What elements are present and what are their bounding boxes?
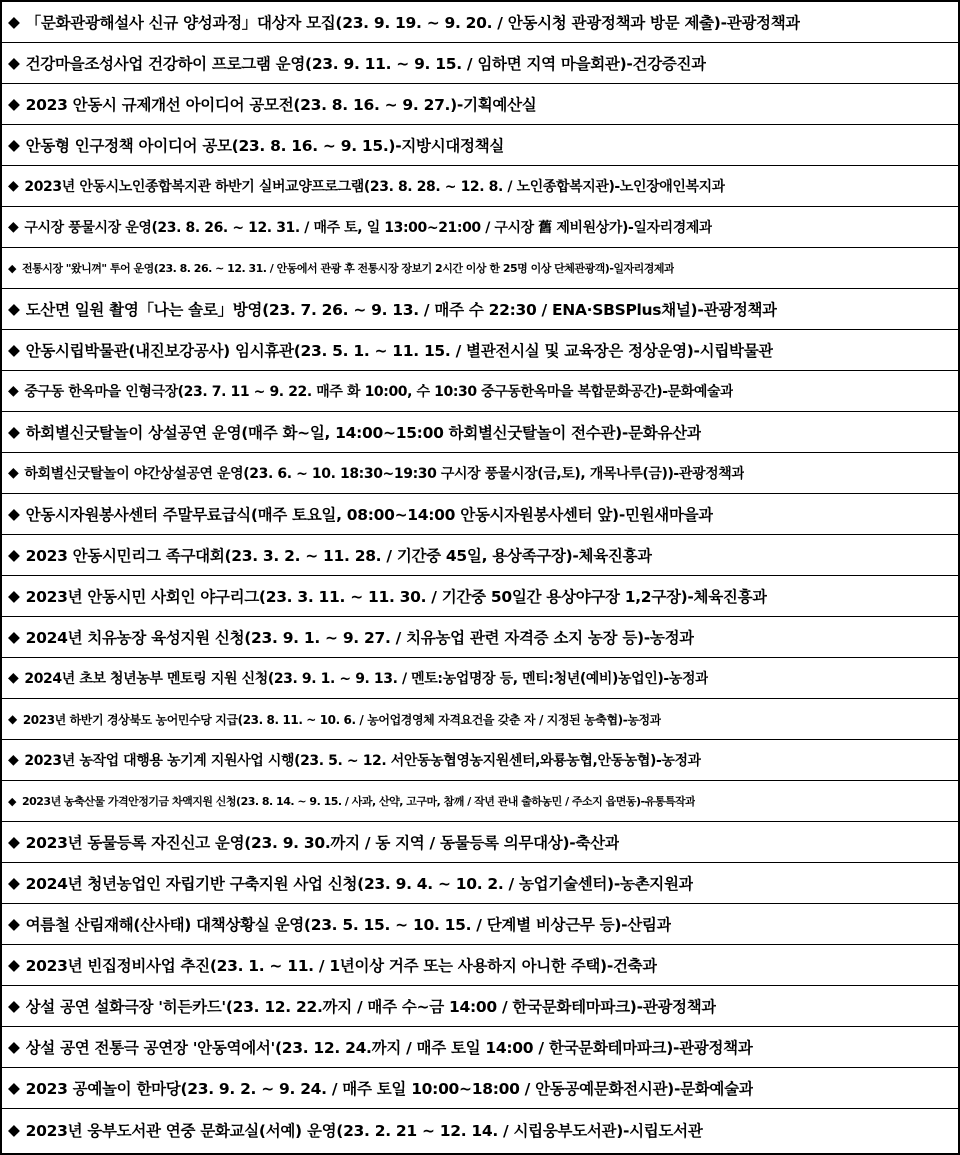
- item-text: 여름철 산림재해(산사태) 대책상황실 운영(23. 5. 15. ~ 10. 15. / 단계별 비상근무 등)-산림과: [25, 916, 672, 934]
- list-item: [2, 945, 958, 986]
- list-item: [2, 617, 958, 658]
- item-text: 하회별신굿탈놀이 야간상설공연 운영(23. 6. ~ 10. 18:30~19:30 구시장 풍물시장(금,토), 개목나루(금))-관광정책과: [24, 466, 745, 482]
- diamond-bullet-icon: ◆: [8, 341, 20, 359]
- list-item: [2, 986, 958, 1027]
- item-text: 2023년 안동시노인종합복지관 하반기 실버교양프로그램(23. 8. 28. ~ 12. 8. / 노인종합복지관)-노인장애인복지과: [24, 179, 725, 195]
- list-item: [2, 289, 958, 330]
- diamond-bullet-icon: ◆: [8, 915, 20, 933]
- list-item: [2, 166, 958, 207]
- item-text: 전통시장 "왔니껴" 투어 운영(23. 8. 26. ~ 12. 31. / 안동에서 관광 후 전통시장 장보기 2시간 이상 한 25명 이상 단체관광객)-일자리경제과: [21, 262, 675, 275]
- list-item: [2, 248, 958, 289]
- item-text: 2023 공예놀이 한마당(23. 9. 2. ~ 9. 24. / 매주 토일 10:00~18:00 / 안동공예문화전시관)-문화예술과: [25, 1080, 754, 1098]
- list-item: [2, 1109, 958, 1150]
- list-item: [2, 412, 958, 453]
- item-text: 구시장 풍물시장 운영(23. 8. 26. ~ 12. 31. / 매주 토, 일 13:00~21:00 / 구시장 舊 제비원상가)-일자리경제과: [24, 220, 713, 236]
- list-item: [2, 330, 958, 371]
- diamond-bullet-icon: ◆: [8, 1038, 20, 1056]
- item-text: 2023 안동시민리그 족구대회(23. 3. 2. ~ 11. 28. / 기간중 45일, 용상족구장)-체육진흥과: [25, 547, 652, 565]
- item-text: 2023년 동물등록 자진신고 운영(23. 9. 30.까지 / 동 지역 / 동물등록 의무대상)-축산과: [25, 834, 620, 852]
- list-item: [2, 453, 958, 494]
- diamond-bullet-icon: ◆: [8, 1120, 20, 1139]
- diamond-bullet-icon: ◆: [8, 833, 20, 851]
- diamond-bullet-icon: ◆: [8, 628, 20, 646]
- item-text: 2024년 청년농업인 자립기반 구축지원 사업 신청(23. 9. 4. ~ 10. 2. / 농업기술센터)-농촌지원과: [25, 875, 694, 893]
- item-text: 안동시립박물관(내진보강공사) 임시휴관(23. 5. 1. ~ 11. 15. / 별관전시실 및 교육장은 정상운영)-시립박물관: [25, 342, 774, 360]
- item-text: 상설 공연 설화극장 '히든카드'(23. 12. 22.까지 / 매주 수~금 14:00 / 한국문화테마파크)-관광정책과: [25, 998, 717, 1016]
- list-item: [2, 125, 958, 166]
- item-text: 2023년 하반기 경상북도 농어민수당 지급(23. 8. 11. ~ 10. 6. / 농어업경영체 자격요건을 갖춘 자 / 지정된 농축협)-농정과: [22, 712, 661, 727]
- item-text: 도산면 일원 촬영「나는 솔로」방영(23. 7. 26. ~ 9. 13. / 매주 수 22:30 / ENA·SBSPlus채널)-관광정책과: [25, 301, 777, 319]
- list-item: [2, 699, 958, 740]
- item-text: 건강마을조성사업 건강하이 프로그램 운영(23. 9. 11. ~ 9. 15. / 임하면 지역 마을회관)-건강증진과: [25, 55, 706, 73]
- diamond-bullet-icon: ◆: [8, 136, 20, 154]
- diamond-bullet-icon: ◆: [8, 712, 17, 726]
- diamond-bullet-icon: ◆: [8, 505, 20, 523]
- diamond-bullet-icon: ◆: [8, 423, 20, 441]
- item-text: 2024년 초보 청년농부 멘토링 지원 신청(23. 9. 1. ~ 9. 13. / 멘토:농업명장 등, 멘티:청년(예비)농업인)-농정과: [24, 671, 709, 687]
- item-text: 하회별신굿탈놀이 상설공연 운영(매주 화~일, 14:00~15:00 하회별신굿탈놀이 전수관)-문화유산과: [25, 424, 702, 442]
- list-item: [2, 904, 958, 945]
- list-item: [2, 822, 958, 863]
- diamond-bullet-icon: ◆: [8, 794, 16, 808]
- list-item: [2, 781, 958, 822]
- list-item: [2, 576, 958, 617]
- list-item: [2, 658, 958, 699]
- diamond-bullet-icon: ◆: [8, 546, 20, 564]
- item-text: 2023년 농작업 대행용 농기계 지원사업 시행(23. 5. ~ 12. 서안동농협영농지원센터,와룡농협,안동농협)-농정과: [24, 753, 701, 769]
- item-text: 2023년 농축산물 가격안정기금 차액지원 신청(23. 8. 14. ~ 9. 15. / 사과, 산약, 고구마, 참깨 / 작년 관내 출하농민 / 주소지 읍면동)-유통특작과: [21, 795, 696, 808]
- diamond-bullet-icon: ◆: [8, 874, 20, 892]
- diamond-bullet-icon: ◆: [8, 383, 19, 399]
- item-text: 2023 안동시 규제개선 아이디어 공모전(23. 8. 16. ~ 9. 27.)-기획예산실: [25, 96, 537, 114]
- list-item: [2, 207, 958, 248]
- list-item: [2, 1027, 958, 1068]
- item-text: 2023년 안동시민 사회인 야구리그(23. 3. 11. ~ 11. 30. / 기간중 50일간 용상야구장 1,2구장)-체육진흥과: [25, 588, 767, 606]
- diamond-bullet-icon: ◆: [8, 219, 19, 235]
- item-text: 안동시자원봉사센터 주말무료급식(매주 토요일, 08:00~14:00 안동시자원봉사센터 앞)-민원새마을과: [25, 506, 713, 524]
- diamond-bullet-icon: ◆: [8, 956, 20, 974]
- list-item: [2, 740, 958, 781]
- diamond-bullet-icon: ◆: [8, 178, 19, 194]
- diamond-bullet-icon: ◆: [8, 1079, 20, 1097]
- diamond-bullet-icon: ◆: [8, 54, 20, 72]
- diamond-bullet-icon: ◆: [8, 670, 19, 686]
- diamond-bullet-icon: ◆: [8, 997, 20, 1015]
- diamond-bullet-icon: ◆: [8, 465, 19, 481]
- diamond-bullet-icon: ◆: [8, 13, 20, 31]
- list-item: [2, 371, 958, 412]
- list-item: [2, 1068, 958, 1109]
- list-item: [2, 863, 958, 904]
- list-item: [2, 2, 958, 43]
- diamond-bullet-icon: ◆: [8, 587, 20, 605]
- list-item: [2, 84, 958, 125]
- list-item: [2, 43, 958, 84]
- diamond-bullet-icon: ◆: [8, 261, 16, 275]
- diamond-bullet-icon: ◆: [8, 752, 19, 768]
- diamond-bullet-icon: ◆: [8, 95, 20, 113]
- item-text: 「문화관광해설사 신규 양성과정」대상자 모집(23. 9. 19. ~ 9. 20. / 안동시청 관광정책과 방문 제출)-관광정책과: [25, 14, 801, 32]
- item-text: 안동형 인구정책 아이디어 공모(23. 8. 16. ~ 9. 15.)-지방시대정책실: [25, 137, 505, 155]
- list-item: [2, 535, 958, 576]
- item-text: 중구동 한옥마을 인형극장(23. 7. 11 ~ 9. 22. 매주 화 10:00, 수 10:30 중구동한옥마을 복합문화공간)-문화예술과: [24, 384, 734, 400]
- item-text: 상설 공연 전통극 공연장 '안동역에서'(23. 12. 24.까지 / 매주 토일 14:00 / 한국문화테마파크)-관광정책과: [25, 1039, 753, 1057]
- diamond-bullet-icon: ◆: [8, 300, 20, 318]
- item-text: 2023년 웅부도서관 연중 문화교실(서예) 운영(23. 2. 21 ~ 12. 14. / 시립웅부도서관)-시립도서관: [25, 1121, 703, 1140]
- list-item: [2, 494, 958, 535]
- item-text: 2023년 빈집정비사업 추진(23. 1. ~ 11. / 1년이상 거주 또는 사용하지 아니한 주택)-건축과: [25, 957, 657, 975]
- item-text: 2024년 치유농장 육성지원 신청(23. 9. 1. ~ 9. 27. / 치유농업 관련 자격증 소지 농장 등)-농정과: [25, 629, 694, 647]
